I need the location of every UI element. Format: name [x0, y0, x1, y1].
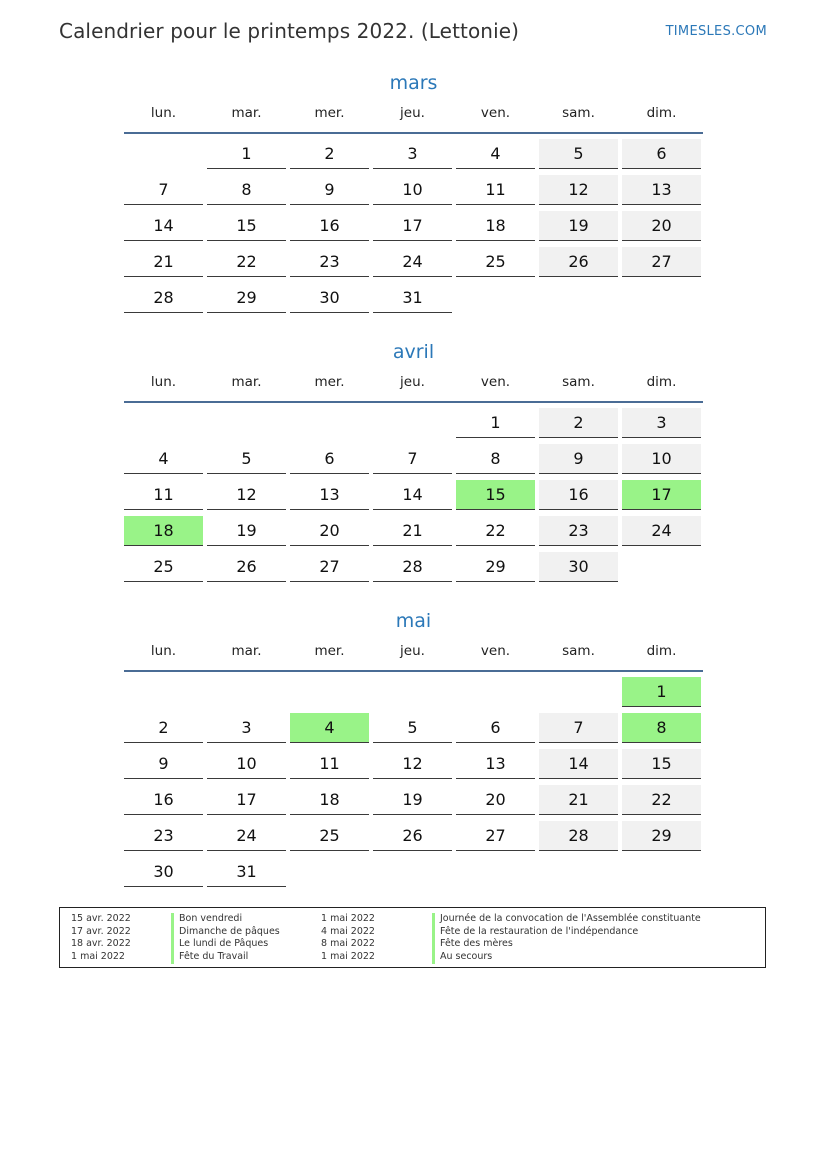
- day-cell[interactable]: 6: [456, 713, 535, 743]
- legend-holiday-name: Au secours: [432, 951, 701, 964]
- weekday-label: dim.: [646, 105, 677, 121]
- day-cell[interactable]: 2: [539, 408, 618, 438]
- day-cell[interactable]: 14: [124, 211, 203, 241]
- empty-cell: [124, 677, 203, 707]
- legend-date: 8 mai 2022: [321, 938, 375, 950]
- holiday-cell[interactable]: 17: [622, 480, 701, 510]
- weekday-label: mer.: [314, 643, 345, 659]
- weekday-label: mer.: [314, 105, 345, 121]
- day-cell[interactable]: 9: [290, 175, 369, 205]
- holiday-cell[interactable]: 15: [456, 480, 535, 510]
- day-cell[interactable]: 23: [539, 516, 618, 546]
- legend-date: 15 avr. 2022: [71, 913, 131, 924]
- empty-cell: [539, 283, 618, 313]
- legend-names-right: [432, 913, 701, 964]
- weekday-label: ven.: [480, 105, 511, 121]
- empty-cell: [622, 552, 701, 582]
- day-cell[interactable]: 28: [539, 821, 618, 851]
- holiday-cell[interactable]: 18: [124, 516, 203, 546]
- day-cell[interactable]: 16: [124, 785, 203, 815]
- day-cell[interactable]: 17: [207, 785, 286, 815]
- legend-date: 1 mai 2022: [321, 951, 375, 963]
- week-row: [124, 547, 703, 583]
- weekday-label: mer.: [314, 374, 345, 390]
- empty-cell: [373, 677, 452, 707]
- day-cell[interactable]: 10: [373, 175, 452, 205]
- day-cell[interactable]: 30: [124, 857, 203, 887]
- weekday-label: jeu.: [400, 374, 425, 390]
- day-cell[interactable]: 14: [373, 480, 452, 510]
- day-cell[interactable]: 11: [290, 749, 369, 779]
- day-cell[interactable]: 20: [456, 785, 535, 815]
- day-cell[interactable]: 1: [207, 139, 286, 169]
- legend-holiday-name: Fête du Travail: [171, 951, 280, 964]
- day-cell[interactable]: 24: [207, 821, 286, 851]
- weekday-header: [124, 636, 703, 672]
- day-cell[interactable]: 7: [539, 713, 618, 743]
- day-cell[interactable]: 2: [124, 713, 203, 743]
- day-cell[interactable]: 16: [539, 480, 618, 510]
- day-cell[interactable]: 6: [290, 444, 369, 474]
- empty-cell: [290, 408, 369, 438]
- day-cell[interactable]: 10: [207, 749, 286, 779]
- week-row: [124, 170, 703, 206]
- empty-cell: [207, 408, 286, 438]
- empty-cell: [207, 677, 286, 707]
- weekday-label: lun.: [150, 374, 177, 390]
- day-cell[interactable]: 12: [207, 480, 286, 510]
- day-cell[interactable]: 5: [539, 139, 618, 169]
- week-row: [124, 780, 703, 816]
- day-cell[interactable]: 11: [124, 480, 203, 510]
- day-cell[interactable]: 28: [373, 552, 452, 582]
- holiday-legend: [59, 907, 766, 968]
- day-cell[interactable]: 1: [456, 408, 535, 438]
- holiday-cell[interactable]: 8: [622, 713, 701, 743]
- day-cell[interactable]: 29: [207, 283, 286, 313]
- legend-date: 17 avr. 2022: [71, 925, 131, 937]
- day-cell[interactable]: 22: [622, 785, 701, 815]
- legend-holiday-name: Le lundi de Pâques: [171, 938, 280, 951]
- weekday-label: sam.: [562, 643, 595, 659]
- week-row: [124, 206, 703, 242]
- empty-cell: [290, 677, 369, 707]
- page-title: Calendrier pour le printemps 2022. (Lettonie): [59, 19, 520, 43]
- empty-cell: [373, 857, 452, 887]
- day-cell[interactable]: 22: [456, 516, 535, 546]
- day-cell[interactable]: 19: [373, 785, 452, 815]
- week-row: [124, 816, 703, 852]
- day-cell[interactable]: 3: [622, 408, 701, 438]
- weekday-label: dim.: [646, 643, 677, 659]
- day-cell[interactable]: 5: [207, 444, 286, 474]
- weekday-label: sam.: [562, 374, 595, 390]
- weekday-label: lun.: [150, 643, 177, 659]
- day-cell[interactable]: 31: [373, 283, 452, 313]
- day-cell[interactable]: 12: [539, 175, 618, 205]
- legend-date: 18 avr. 2022: [71, 938, 131, 950]
- day-cell[interactable]: 9: [539, 444, 618, 474]
- empty-cell: [124, 408, 203, 438]
- weekday-label: lun.: [150, 105, 177, 121]
- day-cell[interactable]: 19: [539, 211, 618, 241]
- legend-names-left: [171, 913, 280, 964]
- day-cell[interactable]: 11: [456, 175, 535, 205]
- holiday-cell[interactable]: 4: [290, 713, 369, 743]
- day-cell[interactable]: 3: [207, 713, 286, 743]
- day-cell[interactable]: 14: [539, 749, 618, 779]
- day-cell[interactable]: 18: [290, 785, 369, 815]
- day-cell[interactable]: 25: [124, 552, 203, 582]
- day-cell[interactable]: 3: [373, 139, 452, 169]
- holiday-cell[interactable]: 1: [622, 677, 701, 707]
- week-row: [124, 708, 703, 744]
- day-cell[interactable]: 15: [622, 749, 701, 779]
- weekday-label: mar.: [231, 105, 262, 121]
- weekday-header: [124, 367, 703, 403]
- empty-cell: [539, 857, 618, 887]
- day-cell[interactable]: 25: [456, 247, 535, 277]
- day-cell[interactable]: 8: [207, 175, 286, 205]
- weekday-label: ven.: [480, 643, 511, 659]
- brand-link[interactable]: TIMESLES.COM: [665, 24, 767, 39]
- day-cell[interactable]: 13: [290, 480, 369, 510]
- weekday-header: [124, 98, 703, 134]
- day-cell[interactable]: 30: [539, 552, 618, 582]
- week-row: [124, 744, 703, 780]
- day-cell[interactable]: 8: [456, 444, 535, 474]
- weekday-label: dim.: [646, 374, 677, 390]
- day-cell[interactable]: 27: [290, 552, 369, 582]
- day-cell[interactable]: 7: [124, 175, 203, 205]
- day-cell[interactable]: 26: [207, 552, 286, 582]
- day-cell[interactable]: 16: [290, 211, 369, 241]
- day-cell[interactable]: 28: [124, 283, 203, 313]
- weekday-label: ven.: [480, 374, 511, 390]
- legend-dates-left: [71, 913, 131, 964]
- month-name: avril: [392, 341, 435, 363]
- empty-cell: [456, 857, 535, 887]
- week-row: [124, 439, 703, 475]
- weekday-label: jeu.: [400, 643, 425, 659]
- day-cell[interactable]: 27: [622, 247, 701, 277]
- legend-holiday-name: Bon vendredi: [171, 913, 280, 926]
- day-cell[interactable]: 30: [290, 283, 369, 313]
- legend-dates-right: [321, 913, 375, 964]
- day-cell[interactable]: 24: [373, 247, 452, 277]
- week-row: [124, 672, 703, 708]
- week-row: [124, 475, 703, 511]
- legend-date: 1 mai 2022: [321, 913, 375, 924]
- weekday-label: mar.: [231, 643, 262, 659]
- day-cell[interactable]: 5: [373, 713, 452, 743]
- empty-cell: [622, 283, 701, 313]
- legend-date: 4 mai 2022: [321, 925, 375, 937]
- day-cell[interactable]: 29: [622, 821, 701, 851]
- day-cell[interactable]: 26: [539, 247, 618, 277]
- day-cell[interactable]: 6: [622, 139, 701, 169]
- empty-cell: [622, 857, 701, 887]
- day-cell[interactable]: 23: [124, 821, 203, 851]
- day-cell[interactable]: 25: [290, 821, 369, 851]
- empty-cell: [456, 283, 535, 313]
- legend-holiday-name: Fête des mères: [432, 938, 701, 951]
- day-cell[interactable]: 10: [622, 444, 701, 474]
- week-row: [124, 403, 703, 439]
- weekday-label: jeu.: [400, 105, 425, 121]
- legend-holiday-name: Journée de la convocation de l'Assemblée constituante: [432, 913, 701, 926]
- empty-cell: [290, 857, 369, 887]
- week-row: [124, 134, 703, 170]
- day-cell[interactable]: 4: [124, 444, 203, 474]
- day-cell[interactable]: 22: [207, 247, 286, 277]
- day-cell[interactable]: 18: [456, 211, 535, 241]
- empty-cell: [373, 408, 452, 438]
- day-cell[interactable]: 13: [456, 749, 535, 779]
- week-row: [124, 511, 703, 547]
- day-cell[interactable]: 12: [373, 749, 452, 779]
- empty-cell: [539, 677, 618, 707]
- weekday-label: sam.: [562, 105, 595, 121]
- month-name: mars: [389, 72, 438, 94]
- day-cell[interactable]: 21: [124, 247, 203, 277]
- day-cell[interactable]: 29: [456, 552, 535, 582]
- day-cell[interactable]: 9: [124, 749, 203, 779]
- day-cell[interactable]: 21: [373, 516, 452, 546]
- day-cell[interactable]: 7: [373, 444, 452, 474]
- week-row: [124, 278, 703, 314]
- month-name: mai: [395, 610, 432, 632]
- day-cell[interactable]: 17: [373, 211, 452, 241]
- day-cell[interactable]: 27: [456, 821, 535, 851]
- day-cell[interactable]: 4: [456, 139, 535, 169]
- empty-cell: [124, 139, 203, 169]
- legend-holiday-name: Dimanche de pâques: [171, 926, 280, 939]
- day-cell[interactable]: 13: [622, 175, 701, 205]
- day-cell[interactable]: 19: [207, 516, 286, 546]
- empty-cell: [456, 677, 535, 707]
- month-mars: [124, 68, 703, 314]
- month-avril: [124, 337, 703, 583]
- week-row: [124, 242, 703, 278]
- day-cell[interactable]: 15: [207, 211, 286, 241]
- weekday-label: mar.: [231, 374, 262, 390]
- day-cell[interactable]: 23: [290, 247, 369, 277]
- day-cell[interactable]: 21: [539, 785, 618, 815]
- day-cell[interactable]: 24: [622, 516, 701, 546]
- day-cell[interactable]: 2: [290, 139, 369, 169]
- legend-holiday-name: Fête de la restauration de l'indépendance: [432, 926, 701, 939]
- day-cell[interactable]: 26: [373, 821, 452, 851]
- day-cell[interactable]: 20: [290, 516, 369, 546]
- day-cell[interactable]: 31: [207, 857, 286, 887]
- month-mai: [124, 606, 703, 888]
- week-row: [124, 852, 703, 888]
- day-cell[interactable]: 20: [622, 211, 701, 241]
- legend-date: 1 mai 2022: [71, 951, 125, 963]
